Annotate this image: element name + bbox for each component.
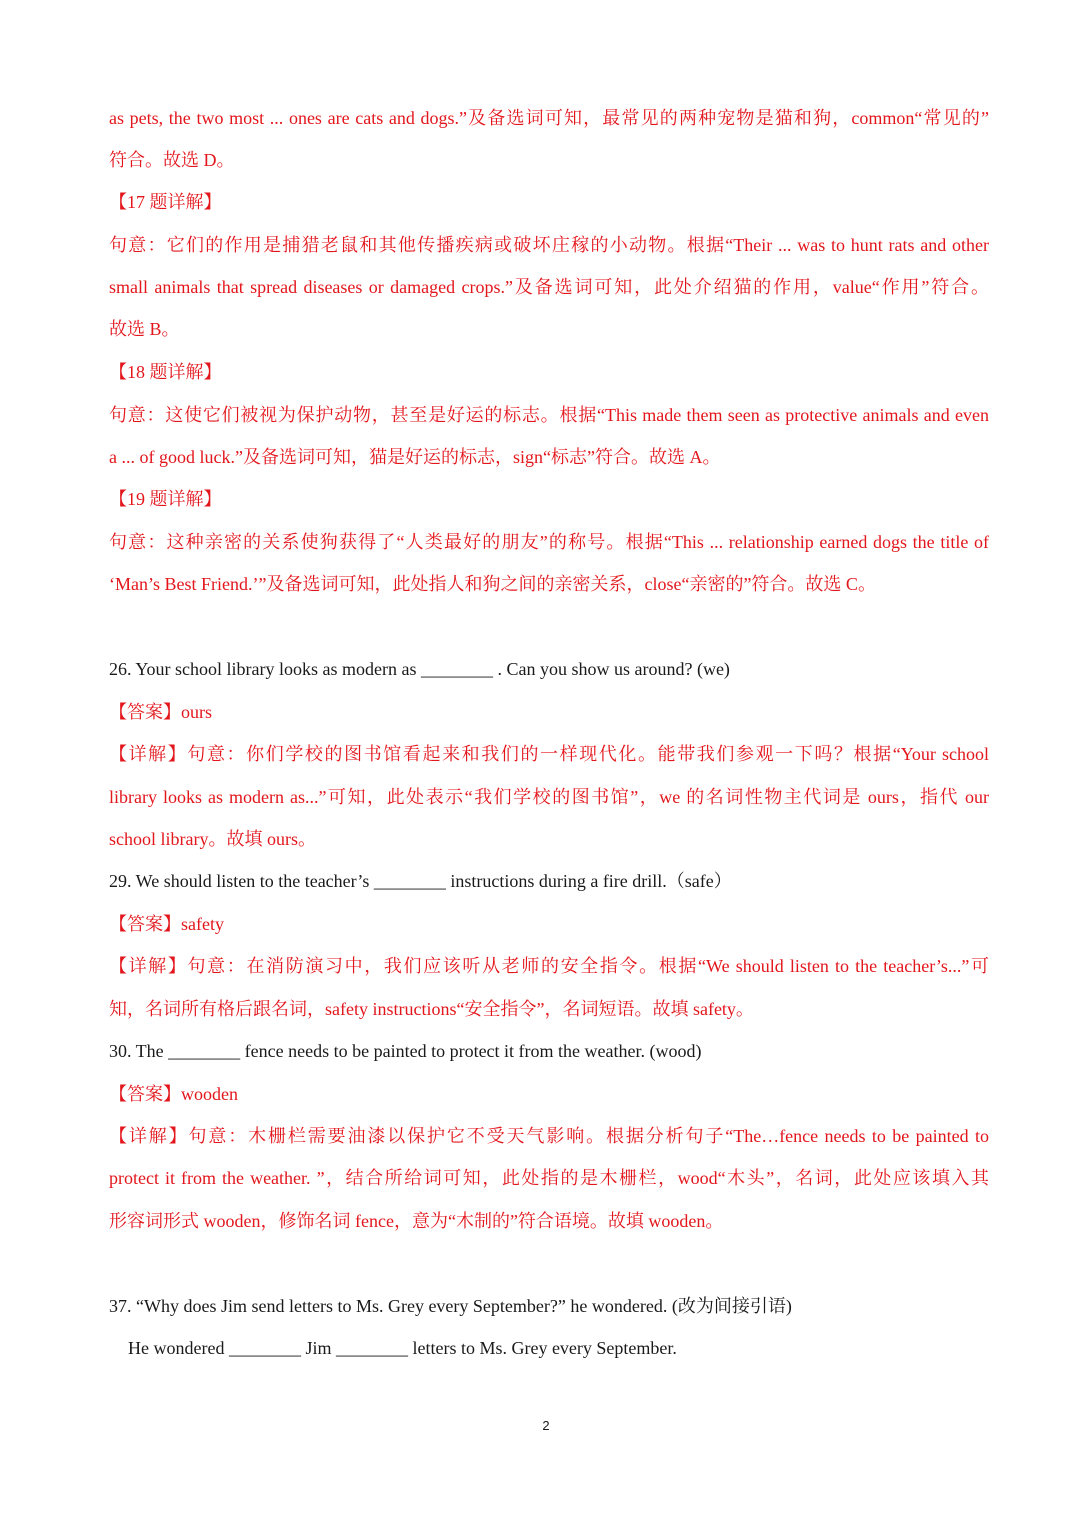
explanation-line: ‘Man’s Best Friend.’”及备选词可知，此处指人和狗之间的亲密关系，close“亲密的”符合。故选 C。 xyxy=(109,574,876,594)
explanation-line: 【详解】句意：在消防演习中，我们应该听从老师的安全指令。根据“We should listen to the teacher’s...”可 xyxy=(109,956,989,976)
explanation-line: small animals that spread diseases or damaged crops.”及备选词可知，此处介绍猫的作用，value“作用”符合。 xyxy=(109,277,989,297)
explanation-line: 【详解】句意：木栅栏需要油漆以保护它不受天气影响。根据分析句子“The…fence needs to be painted to xyxy=(109,1126,989,1146)
answer-label: 【答案】safety xyxy=(109,914,224,934)
explanation-line: 知，名词所有格后跟名词，safety instructions“安全指令”，名词短语。故填 safety。 xyxy=(109,999,754,1019)
explanation-line: a ... of good luck.”及备选词可知，猫是好运的标志，sign“标志”符合。故选 A。 xyxy=(109,447,721,467)
explanation-line: 句意：这种亲密的关系使狗获得了“人类最好的朋友”的称号。根据“This ... relationship earned dogs the title of xyxy=(109,532,989,552)
explanation-line: 句意：它们的作用是捕猎老鼠和其他传播疾病或破坏庄稼的小动物。根据“Their ... was to hunt rats and other xyxy=(109,235,989,255)
explanation-line: as pets, the two most ... ones are cats and dogs.”及备选词可知，最常见的两种宠物是猫和狗，common“常见的” xyxy=(109,108,989,128)
explanation-line: 形容词形式 wooden，修饰名词 fence，意为“木制的”符合语境。故填 wooden。 xyxy=(109,1211,724,1231)
explanation-line: school library。故填 ours。 xyxy=(109,829,316,849)
answer-label: 【答案】ours xyxy=(109,702,212,722)
page-number: 2 xyxy=(542,1418,550,1433)
question-heading: 【18 题详解】 xyxy=(109,362,222,382)
explanation-line: 符合。故选 D。 xyxy=(109,150,235,170)
explanation-line: library looks as modern as...”可知，此处表示“我们学校的图书馆”，we 的名词性物主代词是 ours，指代 our xyxy=(109,787,989,807)
question-heading: 【19 题详解】 xyxy=(109,489,222,509)
question-37: 37. “Why does Jim send letters to Ms. Grey every September?” he wondered. (改为间接引语) xyxy=(109,1296,792,1316)
question-37-rewrite: He wondered ________ Jim ________ letters to Ms. Grey every September. xyxy=(128,1338,677,1358)
explanation-line: 句意：这使它们被视为保护动物，甚至是好运的标志。根据“This made them seen as protective animals and even xyxy=(109,405,989,425)
question-26: 26. Your school library looks as modern as ________ . Can you show us around? (we) xyxy=(109,659,730,679)
question-29: 29. We should listen to the teacher’s ________ instructions during a fire drill.（safe） xyxy=(109,871,732,891)
explanation-line: 故选 B。 xyxy=(109,319,180,339)
explanation-line: protect it from the weather. ”，结合所给词可知，此处指的是木栅栏，wood“木头”，名词，此处应该填入其 xyxy=(109,1168,989,1188)
answer-label: 【答案】wooden xyxy=(109,1084,238,1104)
question-30: 30. The ________ fence needs to be painted to protect it from the weather. (wood) xyxy=(109,1041,702,1061)
explanation-line: 【详解】句意：你们学校的图书馆看起来和我们的一样现代化。能带我们参观一下吗？根据“Your school xyxy=(109,744,989,764)
question-heading: 【17 题详解】 xyxy=(109,192,222,212)
